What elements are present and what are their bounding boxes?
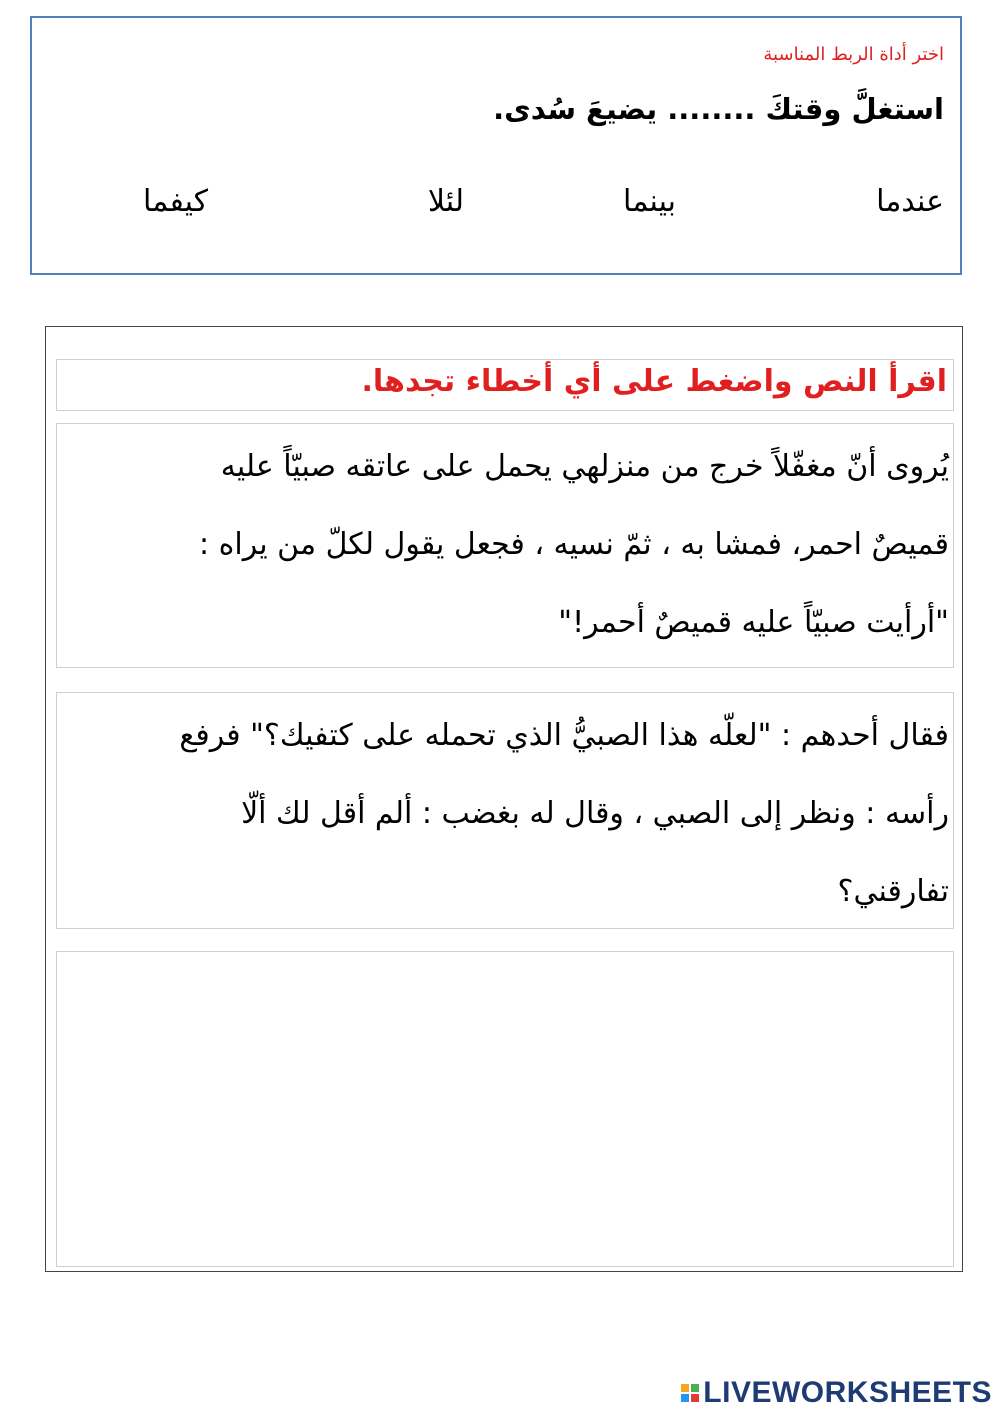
paragraph-2-line-3[interactable]: تفارقني؟ bbox=[837, 874, 949, 909]
paragraph-2-line-2[interactable]: رأسه : ونظر إلى الصبي ، وقال له بغضب : ألم أقل لك ألّا bbox=[241, 796, 949, 831]
paragraph-1-line-2[interactable]: قميصٌ احمر، فمشا به ، ثمّ نسيه ، فجعل يقول لكلّ من يراه : bbox=[199, 527, 949, 562]
connector-exercise bbox=[30, 16, 962, 275]
paragraph-panel-1 bbox=[56, 423, 954, 668]
error-instruction: اقرأ النص واضغط على أي أخطاء تجدها. bbox=[361, 364, 947, 399]
paragraph-1[interactable] bbox=[67, 428, 949, 662]
empty-panel bbox=[56, 951, 954, 1267]
paragraph-1-line-3[interactable]: "أرأيت صبيّاً عليه قميصٌ أحمر!" bbox=[558, 605, 949, 640]
paragraph-panel-2 bbox=[56, 692, 954, 929]
option-when[interactable]: عندما bbox=[876, 184, 944, 219]
option-lest[interactable]: لئلا bbox=[427, 184, 464, 219]
logo-square-3 bbox=[681, 1394, 689, 1402]
paragraph-2-line-1[interactable]: فقال أحدهم : "لعلّه هذا الصبيُّ الذي تحمله على كتفيك؟" فرفع bbox=[179, 718, 949, 753]
connector-sentence: استغلَّ وقتكَ ........ يضيعَ سُدى. bbox=[493, 92, 944, 126]
instruction-panel bbox=[56, 359, 954, 411]
logo-square-2 bbox=[691, 1384, 699, 1392]
logo-square-4 bbox=[691, 1394, 699, 1402]
logo-text: LIVEWORKSHEETS bbox=[703, 1376, 992, 1409]
option-while[interactable]: بينما bbox=[623, 184, 676, 219]
option-however[interactable]: كيفما bbox=[143, 184, 208, 219]
connector-instruction: اختر أداة الربط المناسبة bbox=[763, 44, 944, 65]
logo-square-1 bbox=[681, 1384, 689, 1392]
liveworksheets-logo bbox=[681, 1376, 992, 1410]
paragraph-1-line-1[interactable]: يُروى أنّ مغفّلاً خرج من منزلهي يحمل على عاتقه صبيّاً عليه bbox=[220, 449, 949, 484]
error-finding-exercise bbox=[45, 326, 963, 1272]
logo-icon bbox=[681, 1384, 699, 1402]
paragraph-2[interactable] bbox=[67, 697, 949, 931]
